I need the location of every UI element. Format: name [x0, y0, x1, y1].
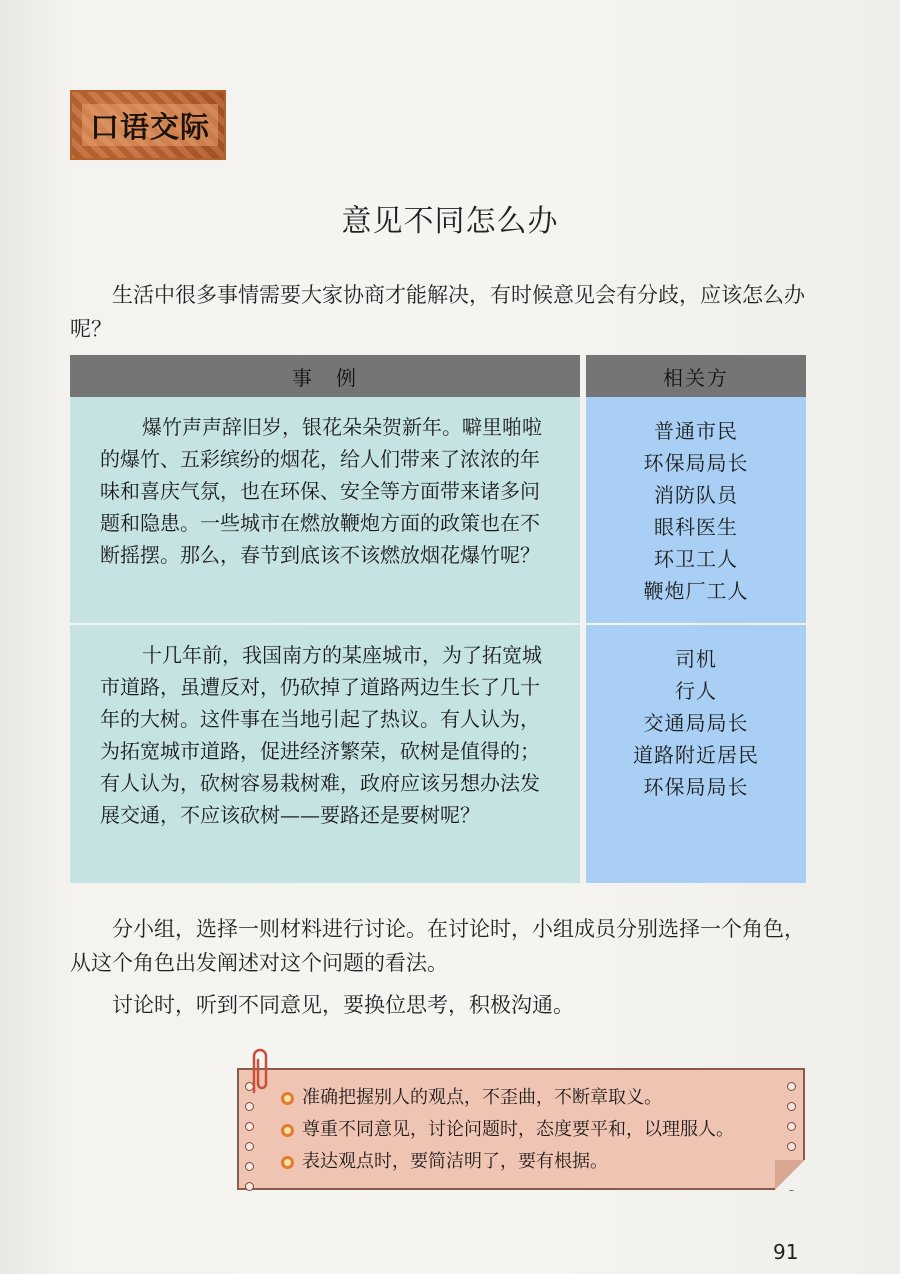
party-item: 交通局局长 [643, 711, 749, 735]
party-item: 普通市民 [654, 419, 738, 443]
bullet-circle-icon [281, 1156, 294, 1169]
discussion-tip-paragraph: 讨论时，听到不同意见，要换位思考，积极沟通。 [112, 993, 574, 1017]
party-item: 行人 [675, 679, 717, 703]
instruction-paragraph: 分小组，选择一则材料进行讨论。在讨论时，小组成员分别选择一个角色，从这个角色出发阐述对这个问题的看法。 [70, 917, 805, 975]
tips-list [281, 1082, 783, 1178]
party-item: 环卫工人 [654, 547, 738, 571]
tip-text: 表达观点时，要简洁明了，要有根据。 [302, 1151, 608, 1172]
example-cell-trees: 十几年前，我国南方的某座城市，为了拓宽城市道路，虽遭反对，仍砍掉了道路两边生长了几十年的大树。这件事在当地引起了热议。有人认为，为拓宽城市道路，促进经济繁荣，砍树是值得的；有人认为，砍树容易栽树难，政府应该另想办法发展交通，不应该砍树——要路还是要树呢？ [70, 625, 580, 883]
party-item: 司机 [675, 647, 717, 671]
tip-text: 准确把握别人的观点，不歪曲，不断章取义。 [302, 1087, 662, 1108]
party-item: 鞭炮厂工人 [643, 579, 749, 603]
section-tag-label: 口语交际 [82, 104, 218, 146]
paperclip-icon [246, 1046, 268, 1096]
parties-cell-fireworks [586, 397, 806, 623]
bullet-circle-icon [281, 1124, 294, 1137]
parties-cell-trees [586, 625, 806, 883]
tip-item [281, 1114, 783, 1146]
intro-paragraph: 生活中很多事情需要大家协商才能解决，有时候意见会有分歧，应该怎么办呢？ [70, 283, 805, 341]
party-item: 道路附近居民 [633, 743, 759, 767]
bullet-circle-icon [281, 1092, 294, 1105]
examples-table [70, 355, 806, 883]
party-item: 消防队员 [654, 483, 738, 507]
header-example: 事 例 [70, 355, 580, 397]
section-tag [70, 90, 226, 160]
lesson-title: 意见不同怎么办 [341, 204, 559, 239]
party-item: 环保局局长 [643, 451, 749, 475]
party-item: 眼科医生 [654, 515, 738, 539]
header-parties: 相关方 [586, 355, 806, 397]
tip-item [281, 1146, 783, 1178]
tips-note-card [237, 1068, 805, 1190]
page-number: 91 [773, 1240, 799, 1264]
tip-text: 尊重不同意见，讨论问题时，态度要平和，以理服人。 [302, 1119, 734, 1140]
party-item: 环保局局长 [643, 775, 749, 799]
note-holes-left [245, 1082, 255, 1191]
tip-item [281, 1082, 783, 1114]
example-cell-fireworks: 爆竹声声辞旧岁，银花朵朵贺新年。噼里啪啦的爆竹、五彩缤纷的烟花，给人们带来了浓浓的年味和喜庆气氛，也在环保、安全等方面带来诸多问题和隐患。一些城市在燃放鞭炮方面的政策也在不断摇摆。那么，春节到底该不该燃放烟花爆竹呢？ [70, 397, 580, 623]
note-fold-corner [775, 1160, 805, 1190]
